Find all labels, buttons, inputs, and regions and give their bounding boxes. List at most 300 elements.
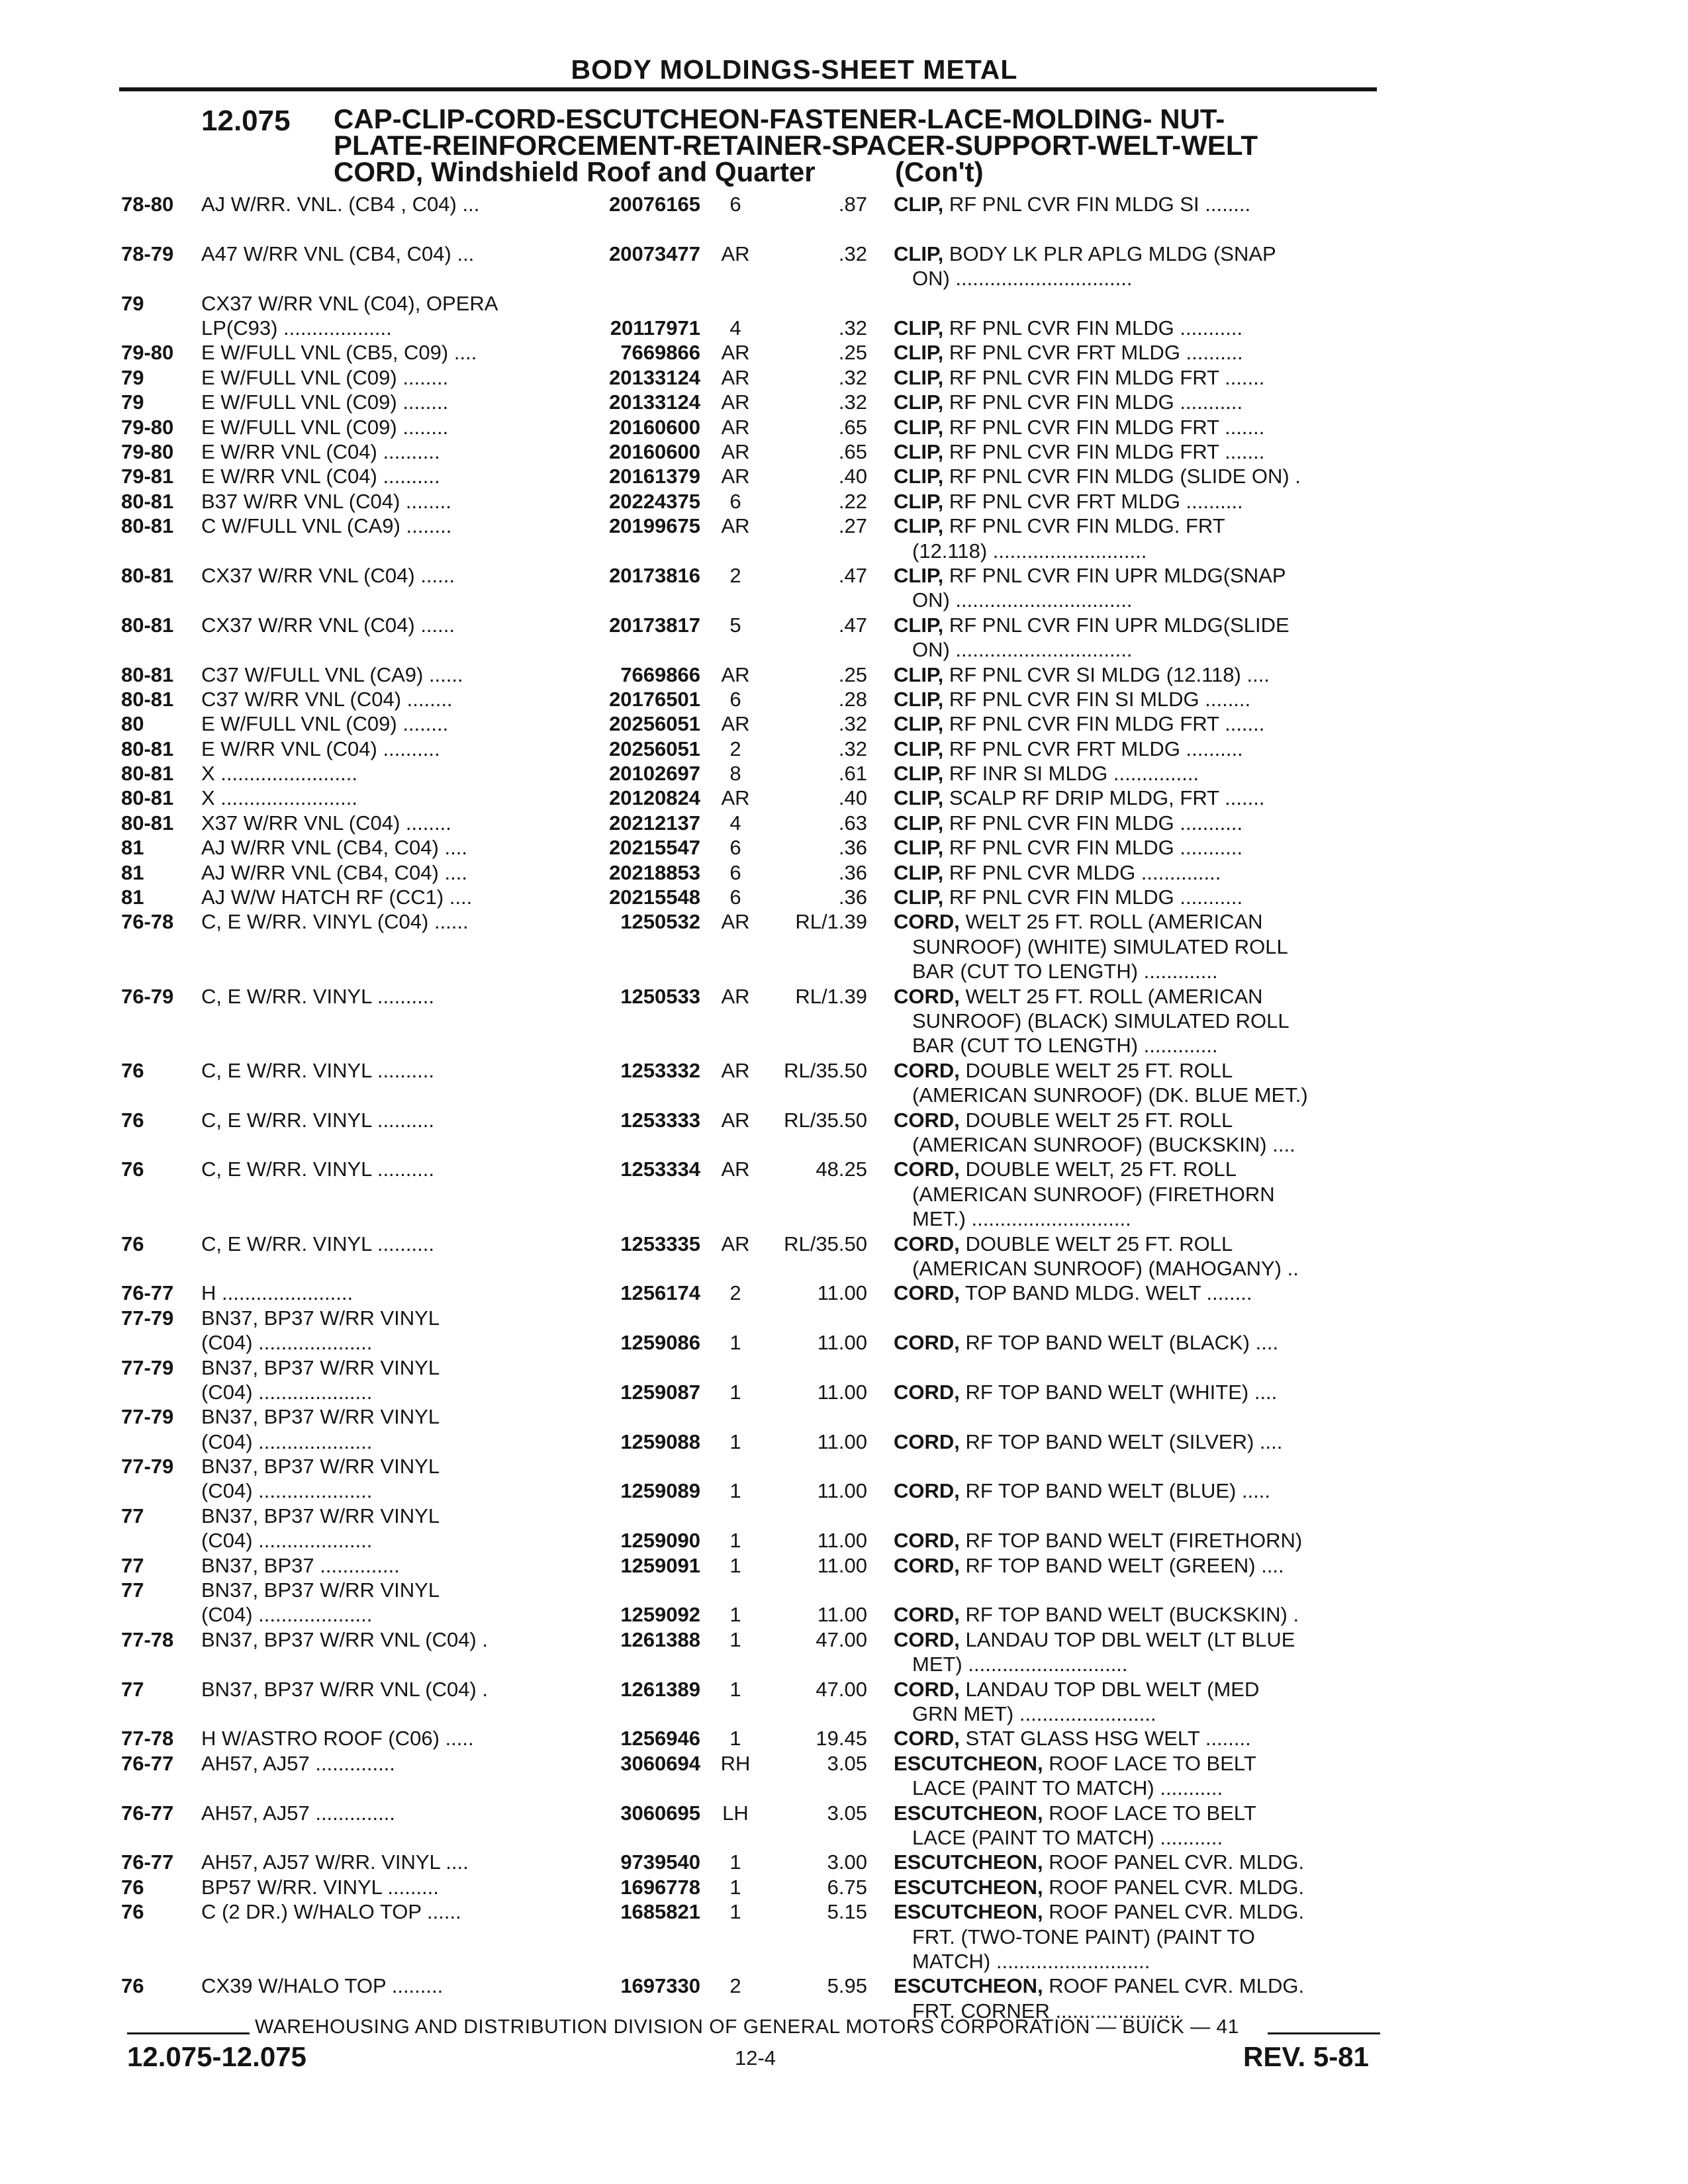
table-row — [0, 192, 1688, 242]
price: .47 — [838, 563, 867, 587]
quantity: 5 — [729, 613, 741, 637]
part-number: 20224375 — [609, 489, 700, 513]
application: C, E W/RR. VINYL .......... — [201, 1158, 434, 1181]
footer-division: WAREHOUSING AND DISTRIBUTION DIVISION OF GENERAL MOTORS CORPORATION — BUICK — 41 — [255, 2016, 1239, 2038]
application: E W/FULL VNL (CB5, C09) .... — [201, 341, 477, 365]
quantity: 2 — [729, 737, 741, 760]
table-row — [0, 811, 1688, 835]
application: BN37, BP37 W/RR VINYL — [201, 1306, 440, 1330]
quantity: 1 — [729, 1553, 741, 1577]
part-number: 20160600 — [609, 439, 700, 463]
model-year: 78-79 — [121, 242, 174, 265]
price: .65 — [838, 415, 867, 439]
price: 47.00 — [816, 1627, 867, 1651]
description-line: CLIP, RF PNL CVR FIN MLDG FRT ....... — [894, 365, 1265, 389]
application: AH57, AJ57 .............. — [201, 1751, 395, 1775]
application: C37 W/RR VNL (C04) ........ — [201, 687, 453, 711]
part-number: 1696778 — [620, 1875, 700, 1899]
part-number: 1259089 — [620, 1479, 700, 1503]
table-row — [0, 711, 1688, 736]
table-row — [0, 1553, 1688, 1578]
footer-rule-left — [127, 2032, 250, 2034]
price: .40 — [838, 786, 867, 810]
application: AJ W/RR. VNL. (CB4 , C04) ... — [201, 193, 480, 216]
application: (C04) .................... — [201, 1603, 373, 1627]
table-row — [0, 909, 1688, 983]
section-title-line-1: CAP-CLIP-CORD-ESCUTCHEON-FASTENER-LACE-MOLDING- NUT- — [334, 103, 1225, 134]
part-number: 1259087 — [620, 1380, 700, 1404]
description-line: CORD, DOUBLE WELT 25 FT. ROLL — [894, 1232, 1233, 1255]
application: C, E W/RR. VINYL .......... — [201, 984, 434, 1008]
table-row — [0, 1058, 1688, 1108]
price: 5.15 — [827, 1900, 867, 1924]
application: AH57, AJ57 W/RR. VINYL .... — [201, 1850, 469, 1874]
model-year: 76-77 — [121, 1801, 174, 1825]
quantity: AR — [721, 341, 750, 365]
table-row — [0, 662, 1688, 687]
application: E W/FULL VNL (C09) ........ — [201, 712, 449, 736]
part-number: 1259086 — [620, 1331, 700, 1355]
part-number: 1253333 — [620, 1108, 700, 1132]
price: .87 — [838, 193, 867, 216]
model-year: 76 — [121, 1900, 144, 1924]
application: (C04) .................... — [201, 1529, 373, 1553]
description-line: ON) ............................... — [912, 588, 1133, 612]
description-line: CLIP, RF INR SI MLDG ............... — [894, 762, 1199, 786]
model-year: 77-79 — [121, 1355, 174, 1379]
part-number: 20133124 — [609, 390, 700, 414]
quantity: 6 — [729, 193, 741, 216]
description-line: CLIP, RF PNL CVR FIN MLDG ........... — [894, 836, 1243, 860]
price: 11.00 — [817, 1479, 867, 1503]
quantity: 6 — [729, 687, 741, 711]
footer-page-number: 12-4 — [735, 2046, 776, 2070]
description-line: SUNROOF) (WHITE) SIMULATED ROLL — [912, 934, 1288, 958]
quantity: AR — [721, 1232, 750, 1255]
table-row — [0, 1528, 1688, 1553]
description-line: SUNROOF) (BLACK) SIMULATED ROLL — [912, 1009, 1289, 1032]
model-year: 76 — [121, 1158, 144, 1181]
model-year: 77-79 — [121, 1405, 174, 1429]
model-year: 77 — [121, 1578, 144, 1602]
part-number: 1685821 — [620, 1900, 700, 1924]
quantity: 1 — [729, 1875, 741, 1899]
model-year: 76 — [121, 1108, 144, 1132]
price: .36 — [838, 860, 867, 884]
quantity: 4 — [729, 316, 741, 340]
model-year: 77-79 — [121, 1306, 174, 1330]
description-line: (AMERICAN SUNROOF) (MAHOGANY) .. — [912, 1256, 1299, 1280]
table-row — [0, 1281, 1688, 1305]
price: 3.05 — [827, 1751, 867, 1775]
part-number: 7669866 — [620, 662, 700, 686]
description-line: CORD, RF TOP BAND WELT (BLUE) ..... — [894, 1479, 1271, 1503]
model-year: 79-81 — [121, 465, 174, 488]
application: E W/RR VNL (C04) .......... — [201, 439, 440, 463]
table-row — [0, 291, 1688, 316]
model-year: 81 — [121, 860, 144, 884]
quantity: AR — [721, 984, 750, 1008]
table-row — [0, 316, 1688, 340]
quantity: AR — [721, 712, 750, 736]
part-number: 20073477 — [609, 242, 700, 265]
application: BP57 W/RR. VINYL ......... — [201, 1875, 439, 1899]
description-line: CLIP, RF PNL CVR FIN MLDG. FRT — [894, 514, 1225, 538]
table-row — [0, 390, 1688, 414]
footer-rule-right — [1268, 2032, 1380, 2034]
quantity: 1 — [729, 1380, 741, 1404]
application: AJ W/RR VNL (CB4, C04) .... — [201, 860, 467, 884]
description-line: CLIP, RF PNL CVR FIN MLDG ........... — [894, 811, 1243, 835]
part-number: 1253335 — [620, 1232, 700, 1255]
table-row — [0, 1157, 1688, 1231]
parts-list — [0, 192, 1688, 2023]
application: X ........................ — [201, 762, 357, 786]
quantity: 2 — [729, 1281, 741, 1305]
application: AH57, AJ57 .............. — [201, 1801, 395, 1825]
table-row — [0, 365, 1688, 390]
price: 11.00 — [817, 1331, 867, 1355]
application: E W/FULL VNL (C09) ........ — [201, 390, 449, 414]
model-year: 80-81 — [121, 563, 174, 587]
model-year: 80-81 — [121, 613, 174, 637]
part-number: 1259090 — [620, 1529, 700, 1553]
description-line: CLIP, RF PNL CVR FIN MLDG FRT ....... — [894, 415, 1265, 439]
application: CX37 W/RR VNL (C04) ...... — [201, 613, 455, 637]
description-line: LACE (PAINT TO MATCH) ........... — [912, 1776, 1223, 1800]
model-year: 80-81 — [121, 489, 174, 513]
model-year: 77 — [121, 1677, 144, 1701]
table-row — [0, 1355, 1688, 1380]
quantity: 1 — [729, 1727, 741, 1751]
table-row — [0, 1801, 1688, 1850]
table-row — [0, 1306, 1688, 1330]
model-year: 81 — [121, 886, 144, 909]
part-number: 20215547 — [609, 836, 700, 860]
quantity: 6 — [729, 489, 741, 513]
table-row — [0, 737, 1688, 761]
price: .36 — [838, 836, 867, 860]
description-line: CORD, WELT 25 FT. ROLL (AMERICAN — [894, 984, 1263, 1008]
description-line: CORD, RF TOP BAND WELT (BUCKSKIN) . — [894, 1603, 1299, 1627]
quantity: 4 — [729, 811, 741, 835]
application: X ........................ — [201, 786, 357, 810]
price: .47 — [838, 613, 867, 637]
part-number: 20173817 — [609, 613, 700, 637]
quantity: 1 — [729, 1430, 741, 1453]
footer-section-range: 12.075-12.075 — [127, 2041, 306, 2072]
table-row — [0, 860, 1688, 885]
quantity: 1 — [729, 1900, 741, 1924]
description-line: CORD, DOUBLE WELT 25 FT. ROLL — [894, 1058, 1233, 1082]
quantity: 1 — [729, 1331, 741, 1355]
quantity: 2 — [729, 563, 741, 587]
part-number: 20218853 — [609, 860, 700, 884]
table-row — [0, 1404, 1688, 1429]
table-row — [0, 613, 1688, 662]
model-year: 79-80 — [121, 415, 174, 439]
price: .61 — [838, 762, 867, 786]
table-row — [0, 786, 1688, 810]
application: (C04) .................... — [201, 1380, 373, 1404]
description-line: BAR (CUT TO LENGTH) ............. — [912, 1034, 1218, 1058]
part-number: 20160600 — [609, 415, 700, 439]
table-row — [0, 1875, 1688, 1899]
application: C (2 DR.) W/HALO TOP ...... — [201, 1900, 461, 1924]
table-row — [0, 1454, 1688, 1479]
table-row — [0, 1330, 1688, 1355]
model-year: 80-81 — [121, 737, 174, 760]
application: BN37, BP37 W/RR VINYL — [201, 1405, 440, 1429]
quantity: AR — [721, 365, 750, 389]
model-year: 76-77 — [121, 1850, 174, 1874]
table-row — [0, 464, 1688, 488]
quantity: AR — [721, 465, 750, 488]
description-line: CORD, STAT GLASS HSG WELT ........ — [894, 1727, 1251, 1751]
price: .32 — [838, 390, 867, 414]
model-year: 77-79 — [121, 1455, 174, 1479]
application: BN37, BP37 W/RR VINYL — [201, 1504, 440, 1527]
description-line: ESCUTCHEON, ROOF LACE TO BELT — [894, 1751, 1256, 1775]
part-number: 20102697 — [609, 762, 700, 786]
part-number: 20133124 — [609, 365, 700, 389]
part-number: 9739540 — [620, 1850, 700, 1874]
application: B37 W/RR VNL (C04) ........ — [201, 489, 451, 513]
table-row — [0, 984, 1688, 1058]
part-number: 1261389 — [620, 1677, 700, 1701]
application: BN37, BP37 W/RR VINYL — [201, 1578, 440, 1602]
description-line: (AMERICAN SUNROOF) (FIRETHORN — [912, 1182, 1275, 1206]
price: 11.00 — [817, 1553, 867, 1577]
description-line: (12.118) ........................... — [912, 539, 1147, 563]
model-year: 76 — [121, 1058, 144, 1082]
description-line: (AMERICAN SUNROOF) (DK. BLUE MET.) — [912, 1083, 1308, 1107]
part-number: 20117971 — [610, 316, 700, 340]
part-number: 1256946 — [620, 1727, 700, 1751]
table-row — [0, 1108, 1688, 1158]
description-line: CORD, WELT 25 FT. ROLL (AMERICAN — [894, 910, 1263, 934]
quantity: AR — [721, 439, 750, 463]
price: .63 — [838, 811, 867, 835]
table-row — [0, 1627, 1688, 1677]
description-line: CLIP, BODY LK PLR APLG MLDG (SNAP — [894, 242, 1276, 265]
part-number: 20173816 — [609, 563, 700, 587]
quantity: 1 — [729, 1529, 741, 1553]
price: RL/35.50 — [784, 1058, 867, 1082]
description-line: CORD, DOUBLE WELT 25 FT. ROLL — [894, 1108, 1233, 1132]
price: .40 — [838, 465, 867, 488]
quantity: AR — [721, 1108, 750, 1132]
price: .25 — [838, 341, 867, 365]
application: E W/FULL VNL (C09) ........ — [201, 415, 449, 439]
description-line: CLIP, RF PNL CVR SI MLDG (12.118) .... — [894, 662, 1270, 686]
model-year: 76-77 — [121, 1281, 174, 1305]
description-line: (AMERICAN SUNROOF) (BUCKSKIN) .... — [912, 1132, 1295, 1156]
part-number: 20120824 — [609, 786, 700, 810]
price: 11.00 — [817, 1603, 867, 1627]
table-row — [0, 1726, 1688, 1751]
title-rule — [119, 87, 1377, 91]
price: .32 — [838, 737, 867, 760]
page-title: BODY MOLDINGS-SHEET METAL — [571, 54, 1018, 85]
table-row — [0, 835, 1688, 860]
model-year: 76-77 — [121, 1751, 174, 1775]
section-title-line-3: CORD, Windshield Roof and Quarter — [334, 156, 816, 187]
part-number: 3060695 — [620, 1801, 700, 1825]
footer-revision: REV. 5-81 — [1243, 2041, 1369, 2072]
table-row — [0, 1504, 1688, 1528]
price: 3.05 — [827, 1801, 867, 1825]
description-line: CLIP, RF PNL CVR FIN MLDG FRT ....... — [894, 439, 1265, 463]
description-line: CORD, RF TOP BAND WELT (SILVER) .... — [894, 1430, 1283, 1453]
quantity: 6 — [729, 886, 741, 909]
table-row — [0, 687, 1688, 711]
table-row — [0, 885, 1688, 909]
application: C W/FULL VNL (CA9) ........ — [201, 514, 452, 538]
quantity: AR — [721, 786, 750, 810]
quantity: 1 — [729, 1677, 741, 1701]
part-number: 3060694 — [620, 1751, 700, 1775]
table-row — [0, 563, 1688, 613]
quantity: 1 — [729, 1603, 741, 1627]
application: C37 W/FULL VNL (CA9) ...... — [201, 662, 463, 686]
description-line: CLIP, RF PNL CVR FIN UPR MLDG(SLIDE — [894, 613, 1289, 637]
price: .32 — [838, 242, 867, 265]
description-line: CLIP, RF PNL CVR FIN MLDG FRT ....... — [894, 712, 1265, 736]
application: (C04) .................... — [201, 1430, 373, 1453]
application: BN37, BP37 W/RR VINYL — [201, 1455, 440, 1479]
table-row — [0, 514, 1688, 563]
application: E W/RR VNL (C04) .......... — [201, 465, 440, 488]
table-row — [0, 1578, 1688, 1602]
quantity: AR — [721, 662, 750, 686]
model-year: 80-81 — [121, 662, 174, 686]
price: .65 — [838, 439, 867, 463]
description-line: BAR (CUT TO LENGTH) ............. — [912, 960, 1218, 983]
quantity: 8 — [729, 762, 741, 786]
description-line: ON) ............................... — [912, 638, 1133, 662]
application: BN37, BP37 W/RR VNL (C04) . — [201, 1677, 488, 1701]
model-year: 76-78 — [121, 910, 174, 934]
price: .32 — [838, 365, 867, 389]
price: RL/35.50 — [784, 1108, 867, 1132]
quantity: AR — [721, 390, 750, 414]
application: E W/FULL VNL (C09) ........ — [201, 365, 449, 389]
price: .32 — [838, 712, 867, 736]
description-line: CLIP, RF PNL CVR FRT MLDG .......... — [894, 737, 1243, 760]
quantity: AR — [721, 1058, 750, 1082]
application: C, E W/RR. VINYL .......... — [201, 1058, 434, 1082]
description-line: CORD, RF TOP BAND WELT (FIRETHORN) — [894, 1529, 1303, 1553]
description-line: CLIP, RF PNL CVR FIN MLDG SI ........ — [894, 193, 1251, 216]
table-row — [0, 415, 1688, 439]
application: AJ W/RR VNL (CB4, C04) .... — [201, 836, 467, 860]
description-line: CLIP, RF PNL CVR MLDG .............. — [894, 860, 1221, 884]
application: A47 W/RR VNL (CB4, C04) ... — [201, 242, 475, 265]
model-year: 77-78 — [121, 1627, 174, 1651]
part-number: 20215548 — [609, 886, 700, 909]
description-line: CORD, DOUBLE WELT, 25 FT. ROLL — [894, 1158, 1237, 1181]
part-number: 20212137 — [609, 811, 700, 835]
quantity: 2 — [729, 1974, 741, 1998]
part-number: 1256174 — [620, 1281, 700, 1305]
quantity: AR — [721, 242, 750, 265]
model-year: 80 — [121, 712, 144, 736]
model-year: 76 — [121, 1875, 144, 1899]
application: X37 W/RR VNL (C04) ........ — [201, 811, 451, 835]
price: RL/1.39 — [795, 984, 867, 1008]
description-line: ESCUTCHEON, ROOF PANEL CVR. MLDG. — [894, 1850, 1305, 1874]
application: C, E W/RR. VINYL .......... — [201, 1232, 434, 1255]
description-line: CLIP, RF PNL CVR FIN MLDG ........... — [894, 316, 1243, 340]
description-line: CLIP, RF PNL CVR FIN SI MLDG ........ — [894, 687, 1251, 711]
table-row — [0, 1850, 1688, 1874]
model-year: 77 — [121, 1553, 144, 1577]
quantity: 1 — [729, 1479, 741, 1503]
part-number: 1259092 — [620, 1603, 700, 1627]
model-year: 80-81 — [121, 687, 174, 711]
price: .25 — [838, 662, 867, 686]
price: .28 — [838, 687, 867, 711]
model-year: 79 — [121, 390, 144, 414]
section-number: 12.075 — [201, 105, 291, 137]
model-year: 79-80 — [121, 439, 174, 463]
description-line: CORD, LANDAU TOP DBL WELT (MED — [894, 1677, 1260, 1701]
part-number: 20256051 — [609, 737, 700, 760]
quantity: 6 — [729, 860, 741, 884]
quantity: 6 — [729, 836, 741, 860]
application: E W/RR VNL (C04) .......... — [201, 737, 440, 760]
model-year: 80-81 — [121, 786, 174, 810]
table-row — [0, 761, 1688, 786]
description-line: CLIP, RF PNL CVR FIN MLDG ........... — [894, 886, 1243, 909]
application: AJ W/W HATCH RF (CC1) .... — [201, 886, 473, 909]
application: C, E W/RR. VINYL .......... — [201, 1108, 434, 1132]
table-row — [0, 439, 1688, 464]
table-row — [0, 340, 1688, 365]
model-year: 81 — [121, 836, 144, 860]
model-year: 77-78 — [121, 1727, 174, 1751]
model-year: 80-81 — [121, 811, 174, 835]
application: H ....................... — [201, 1281, 353, 1305]
model-year: 77 — [121, 1504, 144, 1527]
application: BN37, BP37 W/RR VNL (C04) . — [201, 1627, 488, 1651]
price: .22 — [838, 489, 867, 513]
quantity: AR — [721, 415, 750, 439]
price: 5.95 — [827, 1974, 867, 1998]
table-row — [0, 1232, 1688, 1281]
table-row — [0, 1430, 1688, 1454]
part-number: 1250532 — [620, 910, 700, 934]
part-number: 20076165 — [609, 193, 700, 216]
description-line: CORD, TOP BAND MLDG. WELT ........ — [894, 1281, 1252, 1305]
table-row — [0, 1677, 1688, 1727]
quantity: RH — [720, 1751, 751, 1775]
description-line: ESCUTCHEON, ROOF PANEL CVR. MLDG. — [894, 1875, 1305, 1899]
table-row — [0, 1380, 1688, 1404]
part-number: 1259091 — [620, 1553, 700, 1577]
application: BN37, BP37 W/RR VINYL — [201, 1355, 440, 1379]
application: BN37, BP37 .............. — [201, 1553, 400, 1577]
description-line: CORD, RF TOP BAND WELT (WHITE) .... — [894, 1380, 1278, 1404]
price: 47.00 — [816, 1677, 867, 1701]
part-number: 1253334 — [620, 1158, 700, 1181]
application: CX37 W/RR VNL (C04) ...... — [201, 563, 455, 587]
price: 48.25 — [816, 1158, 867, 1181]
model-year: 76 — [121, 1974, 144, 1998]
description-line: CORD, RF TOP BAND WELT (GREEN) .... — [894, 1553, 1284, 1577]
price: 11.00 — [817, 1529, 867, 1553]
